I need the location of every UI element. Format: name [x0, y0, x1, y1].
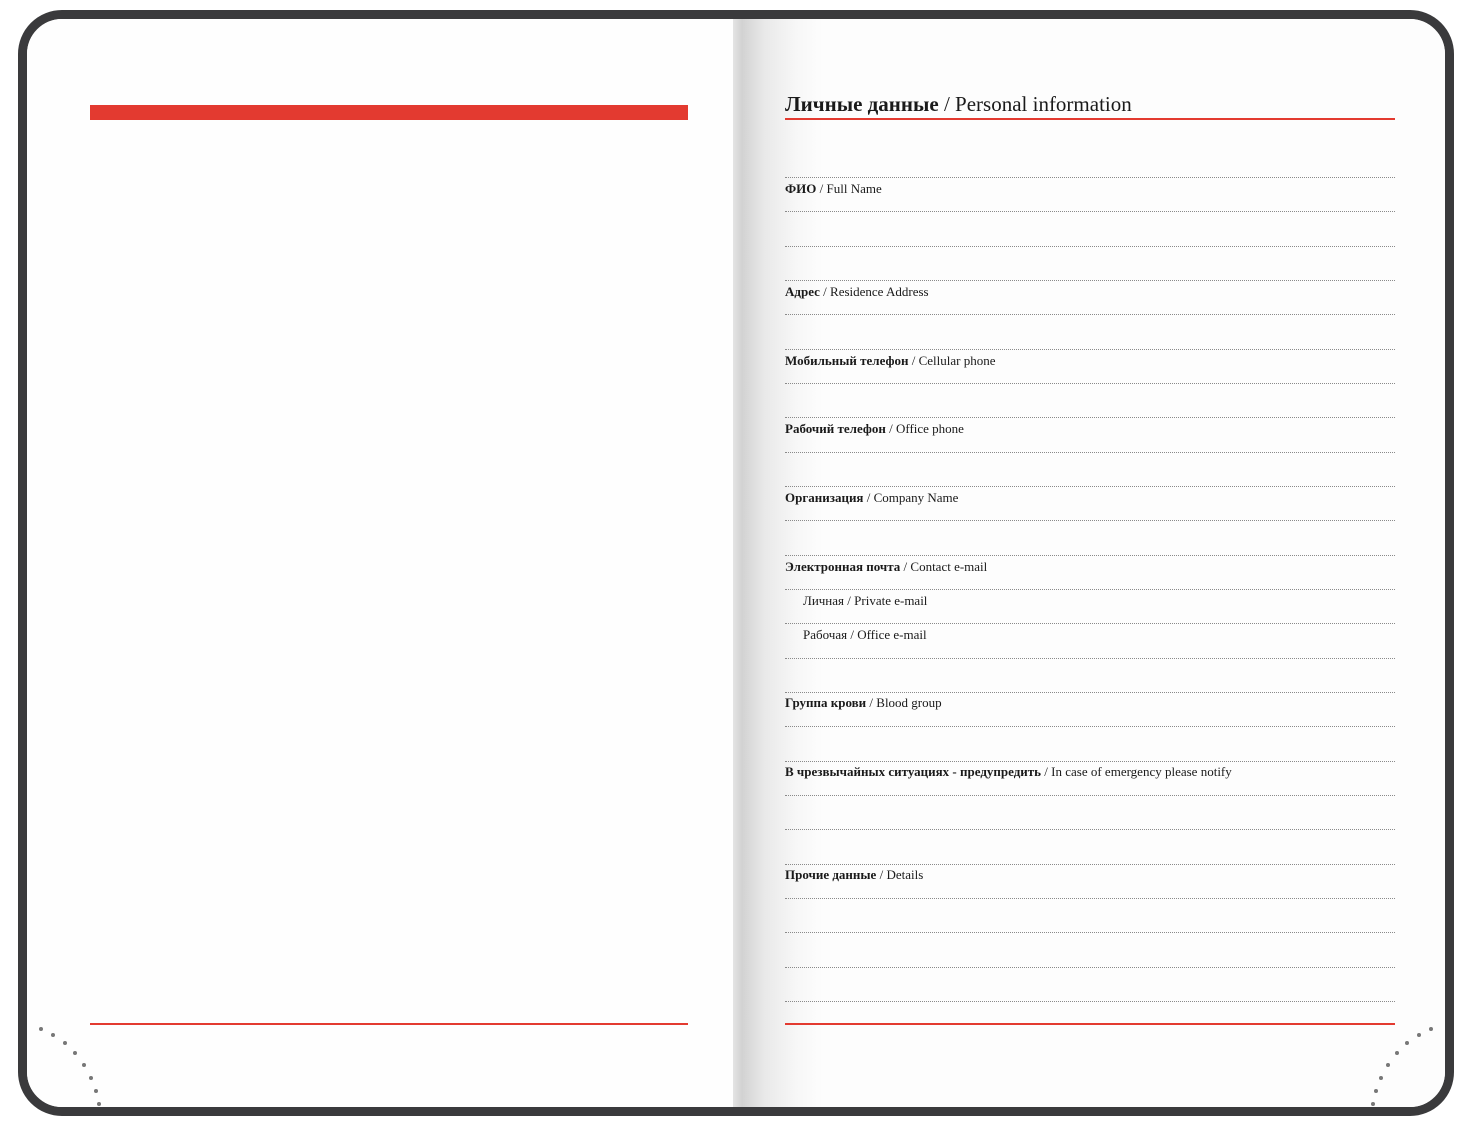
field-label-ru: Личная [803, 593, 845, 608]
writing-line [785, 211, 1395, 212]
field-label-en: / Office phone [885, 421, 964, 436]
field-label-ru: Группа крови [785, 695, 867, 710]
field-label-ru: Рабочая [803, 627, 848, 642]
writing-line [785, 692, 1395, 693]
writing-line [785, 452, 1395, 453]
field-label-ru: Мобильный телефон [785, 353, 909, 368]
left-page [27, 19, 739, 1107]
writing-line [785, 280, 1395, 281]
left-top-red-bar [90, 105, 688, 120]
corner-stitch [1417, 1033, 1421, 1037]
field-label-ru: В чрезвычайных ситуациях - предупредить [785, 764, 1042, 779]
corner-stitch [1379, 1076, 1383, 1080]
field-label-ru: Прочие данные [785, 867, 877, 882]
field-label-ru: Адрес [785, 284, 820, 299]
field-cellular-phone [785, 353, 996, 369]
field-label-en: / Cellular phone [908, 353, 996, 368]
field-label-en: / Private e-mail [844, 593, 928, 608]
writing-line [785, 623, 1395, 624]
title-red-underline [785, 118, 1395, 120]
field-full-name [785, 181, 882, 197]
corner-stitch [82, 1063, 86, 1067]
corner-stitch [39, 1027, 43, 1031]
page-title-en: / Personal information [938, 92, 1132, 116]
field-residence-address [785, 284, 929, 300]
field-label-en: / Office e-mail [847, 627, 927, 642]
field-label-ru: Рабочий телефон [785, 421, 886, 436]
writing-line [785, 829, 1395, 830]
field-private-email [803, 593, 927, 609]
field-label-en: / Full Name [816, 181, 882, 196]
field-label-en: / Contact e-mail [900, 559, 988, 574]
writing-line [785, 1001, 1395, 1002]
corner-stitch [1371, 1102, 1375, 1106]
writing-line [785, 932, 1395, 933]
writing-line [785, 246, 1395, 247]
writing-line [785, 383, 1395, 384]
writing-line [785, 658, 1395, 659]
field-company-name [785, 490, 958, 506]
corner-stitch [1405, 1041, 1409, 1045]
field-blood-group [785, 695, 942, 711]
writing-line [785, 417, 1395, 418]
writing-line [785, 486, 1395, 487]
writing-line [785, 555, 1395, 556]
notebook-cover [18, 10, 1454, 1116]
writing-line [785, 726, 1395, 727]
writing-line [785, 177, 1395, 178]
writing-line [785, 795, 1395, 796]
field-label-ru: ФИО [785, 181, 817, 196]
field-contact-email [785, 559, 987, 575]
corner-stitch [63, 1041, 67, 1045]
page-title-ru: Личные данные [785, 92, 939, 116]
field-label-ru: Организация [785, 490, 864, 505]
corner-stitch [1374, 1089, 1378, 1093]
writing-line [785, 589, 1395, 590]
field-label-en: / Residence Address [819, 284, 929, 299]
writing-line [785, 967, 1395, 968]
corner-stitch [73, 1051, 77, 1055]
field-emergency-contact [785, 764, 1232, 780]
field-office-email [803, 627, 927, 643]
field-details [785, 867, 923, 883]
corner-stitch [1429, 1027, 1433, 1031]
field-label-en: / Details [876, 867, 924, 882]
right-bottom-red-line [785, 1023, 1395, 1025]
corner-stitch [51, 1033, 55, 1037]
writing-line [785, 314, 1395, 315]
writing-line [785, 349, 1395, 350]
writing-line [785, 520, 1395, 521]
page-title [785, 91, 1132, 117]
corner-stitch [89, 1076, 93, 1080]
field-label-en: / Company Name [863, 490, 959, 505]
field-label-ru: Электронная почта [785, 559, 901, 574]
field-office-phone [785, 421, 964, 437]
left-bottom-red-line [90, 1023, 688, 1025]
corner-stitch [1395, 1051, 1399, 1055]
writing-line [785, 898, 1395, 899]
field-label-en: / Blood group [866, 695, 942, 710]
writing-line [785, 761, 1395, 762]
corner-stitch [97, 1102, 101, 1106]
writing-line [785, 864, 1395, 865]
field-label-en: / In case of emergency please notify [1041, 764, 1232, 779]
corner-stitch [94, 1089, 98, 1093]
corner-stitch [1386, 1063, 1390, 1067]
